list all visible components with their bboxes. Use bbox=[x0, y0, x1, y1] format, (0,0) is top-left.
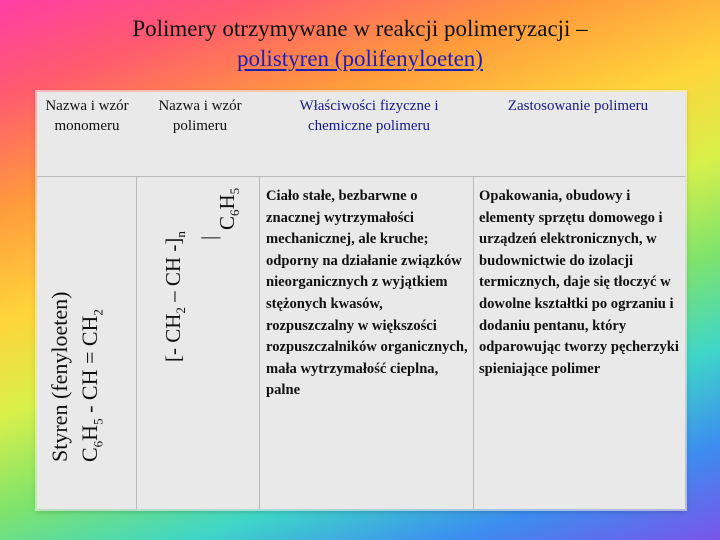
slide-title bbox=[0, 14, 720, 74]
title-line-2: polistyren (polifenyloeten) bbox=[237, 46, 483, 71]
monomer-name: Styren (fenyloeten) bbox=[47, 291, 72, 462]
monomer-formula: $C_6H_5$ - CH = $CH_2$ bbox=[77, 309, 106, 462]
header-properties: Właściwości fizyczne i chemiczne polimeru bbox=[299, 98, 439, 134]
polymer-chain-formula: [- $CH_2$ – CH $-]_n$ bbox=[161, 231, 189, 362]
polymer-bond: | bbox=[197, 235, 221, 240]
title-line-1: Polimery otrzymywane w reakcji polimeryzacji – bbox=[132, 16, 588, 41]
uses-text: Opakowania, obudowy i elementy sprzętu domowego i urządzeń elektronicznych, w budownictwie do izolacji termicznych, daje się tłoczyć w dowolne kształtki po ogrzaniu i dodaniu pentanu, który odparowując tworzy pęcherzyki spieniające polimer bbox=[479, 188, 679, 377]
polymer-substituent: $C_6H_5$ bbox=[215, 187, 243, 230]
header-polymer: Nazwa i wzór polimeru bbox=[158, 98, 242, 134]
column-divider-1 bbox=[136, 176, 137, 509]
header-divider bbox=[37, 176, 685, 177]
header-uses: Zastosowanie polimeru bbox=[507, 98, 649, 114]
column-divider-3 bbox=[473, 176, 474, 509]
polymer-table bbox=[37, 92, 685, 509]
properties-text: Ciało stałe, bezbarwne o znacznej wytrzymałości mechanicznej, ale kruche; odporny na działanie związków nieorganicznych z wyjątkiem stężonych kwasów, rozpuszczalny w większości rozpuszczalników organicznych, mała wytrzymałość cieplna, palne bbox=[266, 188, 468, 399]
column-divider-2 bbox=[259, 176, 260, 509]
header-monomer: Nazwa i wzór monomeru bbox=[45, 98, 129, 134]
